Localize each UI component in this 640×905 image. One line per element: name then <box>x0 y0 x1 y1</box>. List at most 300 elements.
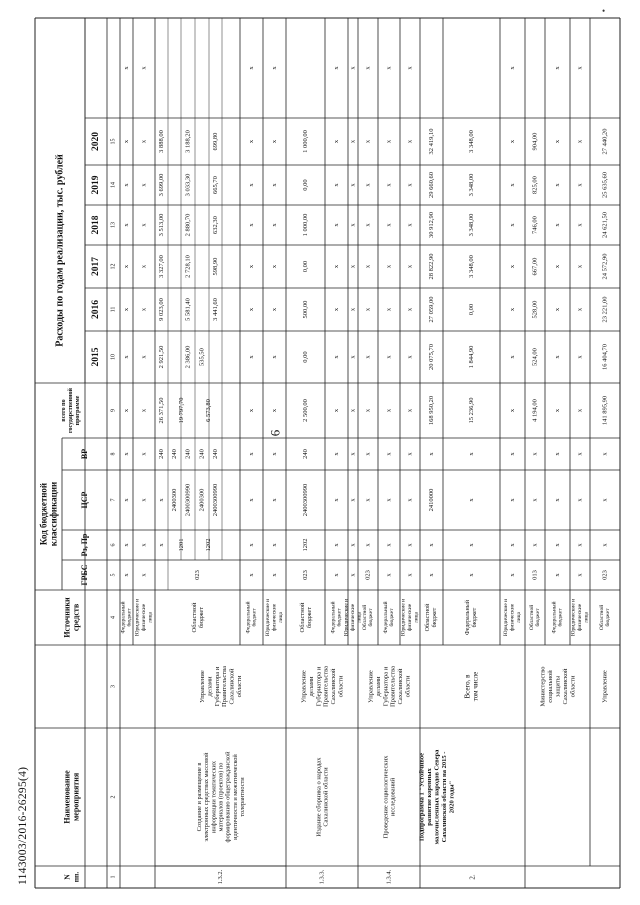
x-cell: х <box>271 573 278 577</box>
x-cell: х <box>601 452 609 456</box>
x-cell: х <box>509 264 516 269</box>
value-cell: 524,00 <box>531 348 539 366</box>
x-cell: х <box>531 543 539 547</box>
x-cell: х <box>271 139 278 144</box>
value-cell: 3 348,00 <box>468 173 475 197</box>
x-cell: х <box>576 139 584 144</box>
value-cell: 168 950,20 <box>428 395 435 426</box>
x-cell: х <box>531 498 539 502</box>
x-cell: х <box>385 66 393 70</box>
cell: 240 <box>184 449 192 459</box>
x-cell: х <box>333 408 340 413</box>
x-cell: х <box>385 139 393 144</box>
x-cell: х <box>123 498 130 502</box>
x-cell: х <box>406 543 414 547</box>
x-cell: х <box>576 408 584 413</box>
value-cell: 3 348,00 <box>468 130 475 153</box>
x-cell: х <box>333 223 340 227</box>
x-cell: х <box>406 452 414 456</box>
value-cell: 29 660,60 <box>428 172 435 198</box>
value-cell: 30 912,90 <box>428 212 435 238</box>
cell: 665,70 <box>212 176 219 194</box>
source-fed: Федеральныйбюджет <box>465 600 478 635</box>
cell: 023 <box>364 570 372 580</box>
executor-132: УправлениеделамиГубернатора иПравительстваСахалинскойобласти <box>198 666 243 707</box>
cell: 5 581,40 <box>184 298 192 321</box>
value-cell: 15 236,90 <box>468 397 475 424</box>
x-cell: х <box>349 183 357 187</box>
x-cell: х <box>406 66 414 70</box>
total-including: Всего, втом числе <box>463 671 480 702</box>
x-cell: х <box>140 355 148 359</box>
cell: 2400300990 <box>212 483 219 517</box>
cell: 1202 <box>205 538 212 552</box>
value-cell: 20 075,70 <box>428 344 435 370</box>
x-cell: х <box>349 408 357 413</box>
x-cell: х <box>364 139 372 144</box>
row-num-133: 1.3.3. <box>318 869 326 885</box>
x-cell: х <box>271 408 278 413</box>
x-cell: х <box>576 307 584 312</box>
x-cell: х <box>248 264 255 269</box>
value-cell: 23 221,00 <box>601 296 609 323</box>
x-cell: х <box>333 498 340 502</box>
source-jur: Юридические ифизическиелица <box>134 598 154 637</box>
value-cell: 2 500,00 <box>302 399 309 422</box>
x-cell: х <box>364 307 372 312</box>
source-fed: Федеральныйбюджет <box>382 601 396 634</box>
cell: х <box>428 573 435 577</box>
x-cell: х <box>364 498 372 502</box>
cell: 3 441,60 <box>212 298 219 321</box>
cell: 013 <box>531 570 539 580</box>
x-cell: х <box>349 66 357 70</box>
grbs-132: 023 <box>194 570 201 580</box>
x-cell: х <box>349 264 357 269</box>
x-cell: х <box>385 183 393 187</box>
x-cell: х <box>385 355 393 359</box>
header-year-2015: 2015 <box>91 347 101 367</box>
cell: 598,90 <box>212 257 219 276</box>
x-cell: х <box>576 264 584 269</box>
col-number: 13 <box>110 222 117 228</box>
value-cell: 28 822,90 <box>428 253 435 280</box>
value-cell: 32 419,10 <box>428 128 435 155</box>
col-number: 8 <box>110 452 117 456</box>
x-cell: х <box>271 355 278 359</box>
cell: х <box>428 452 435 456</box>
x-cell: х <box>576 573 584 577</box>
x-cell: х <box>140 183 148 187</box>
x-cell: х <box>333 183 340 187</box>
source-jur: Юридические ифизическиелица <box>503 598 522 637</box>
source-reg: Областнойбюджет <box>298 602 313 633</box>
x-cell: х <box>406 307 414 312</box>
cell: 2410000 <box>428 488 435 512</box>
header-total: всего погосударственнойпрограмме <box>61 387 81 434</box>
value-cell: 24 621,50 <box>601 212 609 238</box>
x-cell: х <box>554 498 561 502</box>
x-cell: х <box>509 498 516 502</box>
cell: 699,80 <box>212 132 219 151</box>
header-year-2020: 2020 <box>91 132 101 151</box>
x-cell: х <box>406 498 414 502</box>
x-cell: х <box>554 543 561 547</box>
value-cell: 0,00 <box>302 260 309 273</box>
x-cell: х <box>123 223 130 227</box>
x-cell: х <box>349 452 357 456</box>
x-cell: х <box>576 66 584 70</box>
x-cell: х <box>271 223 278 227</box>
header-rzpr: Рз, Пр <box>80 533 89 557</box>
header-expenses: Расходы по годам реализации, тыс. рублей <box>54 154 66 347</box>
x-cell: х <box>248 355 255 359</box>
x-cell: х <box>576 543 584 547</box>
source-reg: Областнойбюджет <box>361 604 375 631</box>
x-cell: х <box>554 183 561 187</box>
x-cell: х <box>554 452 561 456</box>
cell: 535,50 <box>198 348 206 366</box>
header-source: Источникисредств <box>61 597 81 638</box>
x-cell: х <box>123 573 130 577</box>
x-cell: х <box>385 452 393 456</box>
source-jur: Юридические ифизическиелица <box>570 598 590 637</box>
x-cell: х <box>248 139 255 144</box>
cell: 023 <box>302 570 309 580</box>
cell: 632,30 <box>212 216 219 234</box>
value-cell: 3 348,00 <box>468 255 475 278</box>
cell: 1202 <box>302 538 309 552</box>
header-year-2017: 2017 <box>91 257 101 276</box>
col-number: 12 <box>110 263 117 270</box>
cell: 2400300990 <box>184 483 192 517</box>
cell: 26 371,50 <box>158 397 165 424</box>
x-cell: х <box>333 264 340 269</box>
x-cell: х <box>271 543 278 547</box>
value-cell: 1 000,00 <box>302 213 309 237</box>
cell: 3 188,20 <box>184 130 192 153</box>
header-num: Nпп. <box>62 871 80 883</box>
cell: х <box>158 498 165 502</box>
x-cell: х <box>385 573 393 577</box>
x-cell: х <box>406 183 414 187</box>
x-cell: х <box>140 264 148 269</box>
col-number: 3 <box>110 685 117 688</box>
cell: 3 888,00 <box>158 130 165 153</box>
x-cell: х <box>364 183 372 187</box>
source-reg: Областнойбюджет <box>528 604 542 631</box>
x-cell: х <box>554 355 561 359</box>
x-cell: х <box>509 573 516 577</box>
value-cell: 1 844,90 <box>468 345 475 369</box>
value-cell: 24 572,90 <box>601 253 609 280</box>
cell: 2 728,10 <box>184 255 192 278</box>
x-cell: х <box>385 408 393 413</box>
executor-133: УправлениеделамиГубернатора иПравительстваСахалинскойобласти <box>299 666 345 707</box>
executor-upravlenie: Управление <box>601 670 609 703</box>
x-cell: х <box>140 139 148 144</box>
x-cell: х <box>349 573 357 577</box>
x-cell: х <box>364 355 372 359</box>
cell: 023 <box>601 570 609 580</box>
x-cell: х <box>385 543 393 547</box>
x-cell: х <box>271 183 278 187</box>
x-cell: х <box>123 183 130 187</box>
x-cell: х <box>123 264 130 269</box>
cell: 19 797,70 <box>178 397 185 424</box>
value-cell: 25 635,60 <box>601 172 609 198</box>
value-cell: 667,00 <box>531 257 539 276</box>
row-num-2: 2. <box>468 874 477 880</box>
x-cell: х <box>554 66 561 70</box>
x-cell: х <box>248 183 255 187</box>
cell: 240 <box>302 449 309 459</box>
cell: 2 386,00 <box>184 345 192 369</box>
document-id: 1143003/2016-26295(4) <box>17 766 29 885</box>
source-reg: Областнойбюджет <box>598 604 612 631</box>
col-number: 11 <box>110 306 117 313</box>
cell: 2400300 <box>171 488 178 512</box>
x-cell: х <box>123 408 130 413</box>
cell: 6 573,80 <box>205 399 212 422</box>
x-cell: х <box>140 543 148 547</box>
value-cell: 500,00 <box>302 300 309 319</box>
x-cell: х <box>406 223 414 227</box>
header-budget-code: Код бюджетнойклассификации <box>38 481 59 547</box>
x-cell: х <box>554 264 561 269</box>
cell: 2 880,70 <box>184 213 192 237</box>
x-cell: х <box>248 543 255 547</box>
corner-mark: • <box>602 6 606 16</box>
x-cell: х <box>509 183 516 187</box>
x-cell: х <box>554 223 561 227</box>
source-reg: Областнойбюджет <box>425 603 438 632</box>
x-cell: х <box>271 498 278 502</box>
row-num-132: 1.3.2. <box>217 869 224 885</box>
x-cell: х <box>123 543 130 547</box>
x-cell: х <box>531 452 539 456</box>
x-cell: х <box>333 66 340 70</box>
x-cell: х <box>406 355 414 359</box>
x-cell: х <box>248 223 255 227</box>
x-cell: х <box>576 183 584 187</box>
x-cell: х <box>271 66 278 70</box>
x-cell: х <box>554 408 561 413</box>
x-cell: х <box>333 573 340 577</box>
header-year-2016: 2016 <box>91 300 101 319</box>
x-cell: х <box>123 66 130 70</box>
cell: 2400300990 <box>302 483 309 517</box>
col-number: 14 <box>110 182 117 188</box>
header-year-2019: 2019 <box>91 175 101 195</box>
x-cell: х <box>576 355 584 359</box>
x-cell: х <box>406 264 414 269</box>
x-cell: х <box>576 498 584 502</box>
x-cell: х <box>123 452 130 456</box>
x-cell: х <box>140 573 148 577</box>
source-fed: Федеральныйбюджет <box>245 601 258 634</box>
header-vr: ВР <box>80 448 89 460</box>
x-cell: х <box>364 408 372 413</box>
x-cell: х <box>333 543 340 547</box>
source-fed: Федеральныйбюджет <box>551 601 564 634</box>
x-cell: х <box>248 307 255 312</box>
x-cell: х <box>271 264 278 269</box>
value-cell: 3 348,00 <box>468 213 475 237</box>
x-cell: х <box>554 307 561 312</box>
col-number: 5 <box>110 573 117 577</box>
cell: х <box>428 543 435 547</box>
cell: 240 <box>158 449 165 459</box>
source-fed: Федеральныйбюджет <box>120 601 133 634</box>
x-cell: х <box>248 452 255 456</box>
x-cell: х <box>509 223 516 227</box>
value-cell: 1 000,00 <box>302 130 309 153</box>
x-cell: х <box>333 139 340 144</box>
cell: 3 033,30 <box>184 173 192 197</box>
cell: 3 327,00 <box>158 255 165 278</box>
x-cell: х <box>468 573 475 577</box>
x-cell: х <box>333 307 340 312</box>
value-cell: 0,00 <box>468 303 475 316</box>
x-cell: х <box>576 223 584 227</box>
cell: х <box>158 543 165 547</box>
header-grbs: ГРБС <box>80 564 89 586</box>
x-cell: х <box>349 543 357 547</box>
col-number: 4 <box>110 616 117 619</box>
x-cell: х <box>406 573 414 577</box>
x-cell: х <box>601 498 609 502</box>
x-cell: х <box>123 139 130 144</box>
x-cell: х <box>123 355 130 359</box>
x-cell: х <box>248 498 255 502</box>
x-cell: х <box>333 355 340 359</box>
value-cell: 141 895,90 <box>601 395 609 426</box>
x-cell: х <box>123 307 130 312</box>
value-cell: 27 059,00 <box>428 296 435 323</box>
executor-134: УправлениеделамиГубернатора иПравительстваСахалинскойобласти <box>366 666 412 707</box>
x-cell: х <box>333 452 340 456</box>
cell: 3 513,00 <box>158 213 165 237</box>
x-cell: х <box>554 139 561 144</box>
x-cell: х <box>349 498 357 502</box>
source-jur: Юридические ифизическиелица <box>400 598 420 637</box>
x-cell: х <box>601 543 609 547</box>
measure-name-132: Создание и размещение вэлектронных средствах массовойинформации тематическихматериалов (проектов) поформированию общегражданскойидентичности и межэтническойтолерантности <box>195 751 246 843</box>
x-cell: х <box>364 543 372 547</box>
x-cell: х <box>248 573 255 577</box>
col-number: 2 <box>110 795 117 799</box>
subprogram-name: Подпрограмма 1 "Устойчивоеразвитие коренныхмалочисленных народов СевераСахалинской области на 2015 -2020 годы" <box>418 749 455 845</box>
x-cell: х <box>364 452 372 456</box>
x-cell: х <box>364 223 372 227</box>
col-number: 10 <box>110 354 117 360</box>
row-num-134: 1.3.4. <box>385 869 393 885</box>
x-cell: х <box>385 498 393 502</box>
x-cell: х <box>509 66 516 70</box>
value-cell: 0,00 <box>302 179 309 191</box>
value-cell: 746,00 <box>531 216 539 234</box>
value-cell: 16 404,70 <box>601 344 609 370</box>
x-cell: х <box>468 452 475 456</box>
x-cell: х <box>385 264 393 269</box>
x-cell: х <box>140 408 148 413</box>
value-cell: 27 440,20 <box>601 128 609 155</box>
x-cell: х <box>385 307 393 312</box>
x-cell: х <box>349 307 357 312</box>
executor-ministry: МинистерствосоциальнойзащитыСахалинскойобласти <box>539 666 576 707</box>
x-cell: х <box>349 355 357 359</box>
header-year-2018: 2018 <box>91 215 101 235</box>
x-cell: х <box>248 408 255 413</box>
col-number: 6 <box>110 543 117 547</box>
cell: 9 023,00 <box>158 298 165 321</box>
x-cell: х <box>271 307 278 312</box>
x-cell: х <box>140 223 148 227</box>
cell: 240 <box>198 449 206 459</box>
col-number: 7 <box>110 498 117 502</box>
value-cell: 904,00 <box>531 132 539 151</box>
x-cell: х <box>140 452 148 456</box>
x-cell: х <box>468 498 475 502</box>
x-cell: х <box>554 573 561 577</box>
x-cell: х <box>576 452 584 456</box>
col-number: 9 <box>110 409 117 412</box>
source-jur: Юридические ифизическиелица <box>265 598 284 637</box>
x-cell: х <box>406 139 414 144</box>
col-number: 15 <box>110 138 117 145</box>
cell: 2400300 <box>198 488 206 512</box>
source-reg-132: Областнойбюджет <box>190 602 205 633</box>
x-cell: х <box>509 355 516 359</box>
col-number: 1 <box>110 875 117 879</box>
x-cell: х <box>468 543 475 547</box>
page-number: 6 <box>267 429 283 437</box>
x-cell: х <box>349 223 357 227</box>
x-cell: х <box>509 452 516 456</box>
cell: 1201 <box>178 538 185 552</box>
x-cell: х <box>349 139 357 144</box>
measure-name-134: Проведение социологическихисследований <box>381 755 397 839</box>
source-fed: Федеральныйбюджет <box>330 601 343 634</box>
x-cell: х <box>385 223 393 227</box>
x-cell: х <box>271 452 278 456</box>
x-cell: х <box>364 264 372 269</box>
x-cell: х <box>140 66 148 70</box>
cell: 240 <box>212 449 219 459</box>
source-jur: Юридические ифизическиелица <box>343 598 363 637</box>
cell: 240 <box>171 449 178 459</box>
x-cell: х <box>509 307 516 312</box>
x-cell: х <box>406 408 414 413</box>
value-cell: 825,00 <box>531 176 539 194</box>
x-cell: х <box>364 66 372 70</box>
x-cell: х <box>248 66 255 70</box>
x-cell: х <box>140 498 148 502</box>
cell: 2 921,50 <box>158 345 165 369</box>
x-cell: х <box>140 307 148 312</box>
value-cell: 0,00 <box>302 351 309 363</box>
cell: 3 699,00 <box>158 173 165 197</box>
x-cell: х <box>509 139 516 144</box>
value-cell: 528,00 <box>531 300 539 319</box>
measure-name-133: Издание сборника о народахСахалинской области <box>314 757 330 837</box>
header-csr: ЦСР <box>80 491 89 509</box>
x-cell: х <box>509 543 516 547</box>
x-cell: х <box>509 408 516 413</box>
header-name: Наименованиемероприятия <box>61 770 81 824</box>
value-cell: 4 194,00 <box>531 399 539 422</box>
